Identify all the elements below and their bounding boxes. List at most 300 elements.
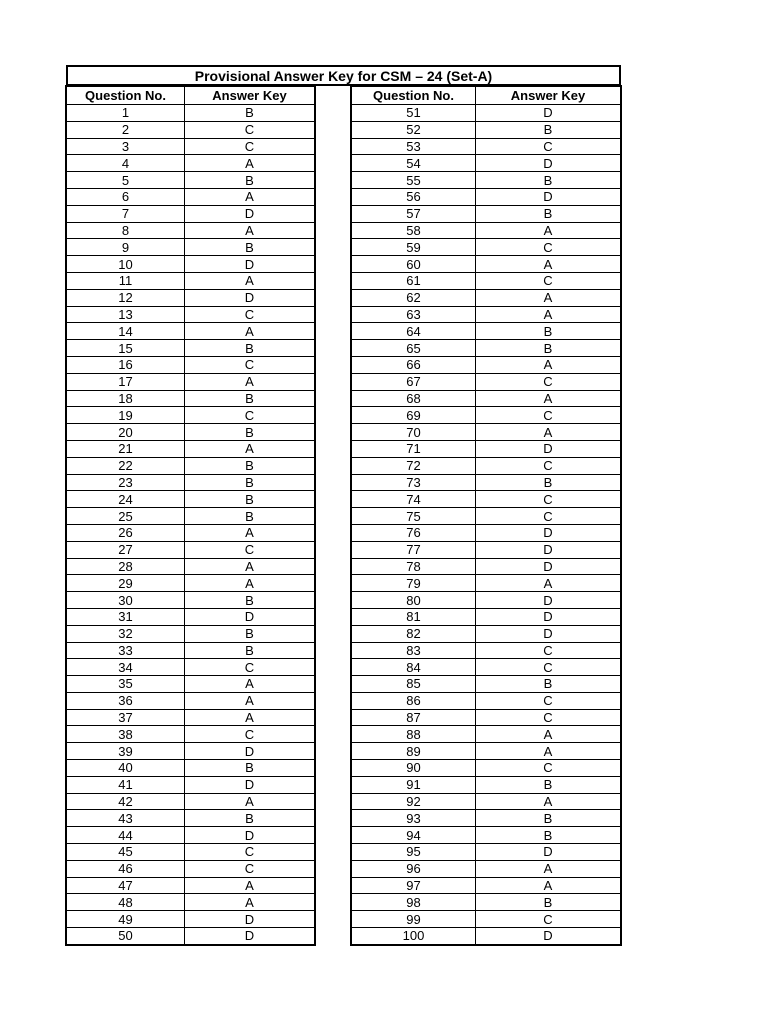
question-number-cell: 73 <box>352 474 476 491</box>
answer-cell: C <box>185 138 315 155</box>
table-row <box>67 709 315 726</box>
question-number-cell: 53 <box>352 138 476 155</box>
table-row <box>352 138 621 155</box>
answer-cell: A <box>185 877 315 894</box>
table-row <box>352 491 621 508</box>
question-number-cell: 58 <box>352 222 476 239</box>
answer-cell: A <box>476 390 621 407</box>
table-row <box>67 642 315 659</box>
table-row <box>352 575 621 592</box>
question-number-cell: 79 <box>352 575 476 592</box>
table-row <box>352 457 621 474</box>
table-row <box>352 608 621 625</box>
question-number-cell: 19 <box>67 407 185 424</box>
answer-cell: C <box>476 138 621 155</box>
answer-cell: A <box>185 793 315 810</box>
table-row <box>67 776 315 793</box>
answer-cell: A <box>185 188 315 205</box>
table-row <box>67 323 315 340</box>
table-row <box>67 121 315 138</box>
answer-cell: A <box>185 155 315 172</box>
question-number-cell: 66 <box>352 356 476 373</box>
sheet-title: Provisional Answer Key for CSM – 24 (Set-A) <box>66 65 621 86</box>
answer-cell: D <box>476 541 621 558</box>
question-number-cell: 51 <box>352 105 476 122</box>
question-number-cell: 12 <box>67 289 185 306</box>
question-number-cell: 55 <box>352 172 476 189</box>
answer-cell: D <box>185 776 315 793</box>
answer-cell: B <box>185 424 315 441</box>
answer-cell: B <box>185 592 315 609</box>
question-number-cell: 87 <box>352 709 476 726</box>
question-number-cell: 84 <box>352 659 476 676</box>
answer-key-header: Answer Key <box>476 87 621 105</box>
answer-cell: A <box>185 676 315 693</box>
question-number-cell: 94 <box>352 827 476 844</box>
answer-cell: D <box>476 105 621 122</box>
answer-cell: A <box>476 860 621 877</box>
table-row <box>67 172 315 189</box>
table-row <box>352 239 621 256</box>
question-number-cell: 3 <box>67 138 185 155</box>
table-row <box>352 642 621 659</box>
question-number-cell: 17 <box>67 373 185 390</box>
table-row <box>352 793 621 810</box>
question-number-cell: 76 <box>352 524 476 541</box>
answer-cell: A <box>476 256 621 273</box>
table-row <box>352 323 621 340</box>
question-number-cell: 97 <box>352 877 476 894</box>
answer-cell: D <box>476 440 621 457</box>
question-number-cell: 1 <box>67 105 185 122</box>
table-row <box>67 474 315 491</box>
answer-cell: A <box>185 692 315 709</box>
question-number-cell: 15 <box>67 340 185 357</box>
header-row <box>352 87 621 105</box>
question-number-cell: 37 <box>67 709 185 726</box>
question-number-cell: 4 <box>67 155 185 172</box>
answer-cell: A <box>185 894 315 911</box>
question-number-cell: 50 <box>67 928 185 945</box>
answer-cell: B <box>185 810 315 827</box>
question-number-cell: 47 <box>67 877 185 894</box>
table-row <box>67 340 315 357</box>
table-row <box>352 860 621 877</box>
answer-cell: C <box>476 272 621 289</box>
question-number-cell: 40 <box>67 760 185 777</box>
table-row <box>67 239 315 256</box>
question-number-cell: 43 <box>67 810 185 827</box>
table-row <box>352 776 621 793</box>
answer-cell: A <box>185 272 315 289</box>
answer-cell: B <box>185 642 315 659</box>
table-row <box>352 424 621 441</box>
answer-cell: C <box>185 541 315 558</box>
table-row <box>352 105 621 122</box>
question-number-cell: 80 <box>352 592 476 609</box>
answer-key-sheet <box>66 65 621 945</box>
answer-cell: C <box>476 911 621 928</box>
question-number-cell: 14 <box>67 323 185 340</box>
question-number-cell: 2 <box>67 121 185 138</box>
answer-cell: D <box>185 743 315 760</box>
table-row <box>352 524 621 541</box>
question-number-cell: 59 <box>352 239 476 256</box>
question-number-cell: 85 <box>352 676 476 693</box>
answer-cell: B <box>185 172 315 189</box>
table-row <box>67 390 315 407</box>
question-number-cell: 88 <box>352 726 476 743</box>
question-number-cell: 64 <box>352 323 476 340</box>
table-row <box>67 222 315 239</box>
answer-cell: D <box>476 558 621 575</box>
table-row <box>352 844 621 861</box>
table-row <box>352 356 621 373</box>
answer-rows-right <box>352 105 621 945</box>
question-number-cell: 92 <box>352 793 476 810</box>
table-row <box>352 928 621 945</box>
answer-cell: A <box>476 289 621 306</box>
table-row <box>67 356 315 373</box>
table-row <box>67 726 315 743</box>
table-row <box>352 760 621 777</box>
table-row <box>67 676 315 693</box>
answer-cell: D <box>476 592 621 609</box>
answer-cell: D <box>476 188 621 205</box>
answer-cell: D <box>185 928 315 945</box>
answer-cell: A <box>185 709 315 726</box>
answer-cell: B <box>476 121 621 138</box>
table-row <box>352 373 621 390</box>
table-row <box>67 877 315 894</box>
table-row <box>352 407 621 424</box>
question-number-cell: 69 <box>352 407 476 424</box>
table-row <box>352 692 621 709</box>
answer-table-right-block <box>351 86 621 945</box>
answer-cell: B <box>476 827 621 844</box>
question-number-cell: 10 <box>67 256 185 273</box>
question-number-cell: 86 <box>352 692 476 709</box>
table-row <box>67 911 315 928</box>
answer-cell: B <box>476 340 621 357</box>
answer-cell: D <box>476 608 621 625</box>
answer-cell: B <box>185 105 315 122</box>
table-row <box>67 440 315 457</box>
answer-cell: C <box>185 356 315 373</box>
table-row <box>67 844 315 861</box>
table-row <box>352 592 621 609</box>
table-row <box>67 760 315 777</box>
table-row <box>67 306 315 323</box>
table-row <box>352 894 621 911</box>
table-row <box>67 793 315 810</box>
question-number-cell: 22 <box>67 457 185 474</box>
question-number-cell: 24 <box>67 491 185 508</box>
table-row <box>352 625 621 642</box>
answer-cell: B <box>476 205 621 222</box>
answer-cell: C <box>476 491 621 508</box>
answer-cell: D <box>476 928 621 945</box>
question-number-cell: 27 <box>67 541 185 558</box>
question-number-cell: 36 <box>67 692 185 709</box>
question-number-cell: 21 <box>67 440 185 457</box>
answer-cell: A <box>476 306 621 323</box>
table-row <box>352 558 621 575</box>
table-row <box>67 659 315 676</box>
question-number-cell: 13 <box>67 306 185 323</box>
answer-cell: B <box>185 474 315 491</box>
table-row <box>352 743 621 760</box>
answer-cell: B <box>476 894 621 911</box>
question-number-cell: 44 <box>67 827 185 844</box>
answer-cell: D <box>185 205 315 222</box>
question-number-cell: 56 <box>352 188 476 205</box>
question-number-cell: 82 <box>352 625 476 642</box>
header-row <box>67 87 315 105</box>
table-row <box>352 256 621 273</box>
answer-cell: C <box>185 659 315 676</box>
answer-cell: C <box>476 373 621 390</box>
table-row <box>352 155 621 172</box>
question-number-cell: 46 <box>67 860 185 877</box>
answer-cell: C <box>476 407 621 424</box>
question-number-cell: 60 <box>352 256 476 273</box>
question-number-cell: 61 <box>352 272 476 289</box>
answer-cell: B <box>185 625 315 642</box>
answer-cell: C <box>185 407 315 424</box>
question-number-cell: 89 <box>352 743 476 760</box>
answer-cell: A <box>185 440 315 457</box>
table-row <box>67 860 315 877</box>
answer-cell: B <box>185 491 315 508</box>
table-row <box>352 877 621 894</box>
table-row <box>352 172 621 189</box>
answer-table-right <box>351 86 621 945</box>
answer-cell: B <box>476 172 621 189</box>
question-number-cell: 8 <box>67 222 185 239</box>
question-number-cell: 83 <box>352 642 476 659</box>
question-number-cell: 45 <box>67 844 185 861</box>
answer-cell: B <box>185 390 315 407</box>
answer-cell: D <box>185 289 315 306</box>
table-row <box>352 121 621 138</box>
answer-table-left-block <box>66 86 315 945</box>
question-number-cell: 100 <box>352 928 476 945</box>
table-row <box>352 726 621 743</box>
question-number-cell: 49 <box>67 911 185 928</box>
question-number-cell: 42 <box>67 793 185 810</box>
answer-cell: B <box>185 457 315 474</box>
question-number-cell: 23 <box>67 474 185 491</box>
question-number-cell: 91 <box>352 776 476 793</box>
question-number-cell: 52 <box>352 121 476 138</box>
question-number-cell: 11 <box>67 272 185 289</box>
question-number-cell: 75 <box>352 508 476 525</box>
question-number-cell: 38 <box>67 726 185 743</box>
question-number-cell: 78 <box>352 558 476 575</box>
answer-cell: A <box>185 558 315 575</box>
question-number-cell: 30 <box>67 592 185 609</box>
question-number-cell: 96 <box>352 860 476 877</box>
answer-cell: A <box>476 222 621 239</box>
table-row <box>67 407 315 424</box>
table-row <box>67 491 315 508</box>
answer-table-left <box>66 86 315 945</box>
answer-cell: B <box>185 239 315 256</box>
table-row <box>67 743 315 760</box>
question-number-cell: 34 <box>67 659 185 676</box>
answer-cell: C <box>185 121 315 138</box>
question-number-cell: 74 <box>352 491 476 508</box>
answer-cell: D <box>476 625 621 642</box>
answer-cell: A <box>476 424 621 441</box>
table-row <box>352 289 621 306</box>
question-number-cell: 81 <box>352 608 476 625</box>
answer-cell: C <box>476 709 621 726</box>
answer-cell: A <box>476 743 621 760</box>
answer-cell: B <box>185 760 315 777</box>
table-row <box>67 692 315 709</box>
answer-cell: D <box>476 155 621 172</box>
question-number-cell: 62 <box>352 289 476 306</box>
answer-cell: C <box>185 860 315 877</box>
question-number-cell: 20 <box>67 424 185 441</box>
table-row <box>352 222 621 239</box>
answer-cell: C <box>476 239 621 256</box>
answer-cell: C <box>476 508 621 525</box>
answer-cell: B <box>476 474 621 491</box>
answer-cell: A <box>185 524 315 541</box>
question-number-cell: 29 <box>67 575 185 592</box>
question-number-cell: 70 <box>352 424 476 441</box>
question-number-cell: 35 <box>67 676 185 693</box>
question-number-cell: 5 <box>67 172 185 189</box>
table-row <box>67 894 315 911</box>
answer-cell: C <box>185 306 315 323</box>
table-row <box>352 340 621 357</box>
question-number-cell: 16 <box>67 356 185 373</box>
answer-cell: C <box>476 760 621 777</box>
table-row <box>67 592 315 609</box>
question-number-cell: 68 <box>352 390 476 407</box>
table-row <box>352 676 621 693</box>
table-row <box>352 306 621 323</box>
table-row <box>352 541 621 558</box>
table-row <box>352 205 621 222</box>
table-row <box>67 188 315 205</box>
question-number-cell: 31 <box>67 608 185 625</box>
question-number-cell: 98 <box>352 894 476 911</box>
question-number-cell: 93 <box>352 810 476 827</box>
question-number-cell: 77 <box>352 541 476 558</box>
question-number-cell: 95 <box>352 844 476 861</box>
answer-cell: A <box>476 793 621 810</box>
question-number-cell: 48 <box>67 894 185 911</box>
question-number-cell: 99 <box>352 911 476 928</box>
answer-cell: A <box>476 726 621 743</box>
answer-cell: A <box>476 877 621 894</box>
table-row <box>67 575 315 592</box>
answer-cell: D <box>185 608 315 625</box>
answer-cell: B <box>476 776 621 793</box>
question-number-cell: 90 <box>352 760 476 777</box>
answer-cell: C <box>185 726 315 743</box>
table-row <box>67 558 315 575</box>
table-row <box>67 138 315 155</box>
question-number-cell: 7 <box>67 205 185 222</box>
table-row <box>67 289 315 306</box>
table-row <box>352 810 621 827</box>
answer-cell: D <box>185 827 315 844</box>
answer-cell: C <box>476 692 621 709</box>
table-row <box>67 457 315 474</box>
answer-cell: A <box>185 323 315 340</box>
table-row <box>67 827 315 844</box>
table-row <box>352 390 621 407</box>
table-row <box>67 541 315 558</box>
table-row <box>352 827 621 844</box>
question-number-cell: 71 <box>352 440 476 457</box>
table-row <box>67 105 315 122</box>
question-number-cell: 54 <box>352 155 476 172</box>
table-row <box>67 424 315 441</box>
question-number-cell: 67 <box>352 373 476 390</box>
table-row <box>352 474 621 491</box>
question-number-cell: 26 <box>67 524 185 541</box>
answer-cell: B <box>476 676 621 693</box>
table-row <box>67 256 315 273</box>
answer-cell: C <box>476 457 621 474</box>
table-row <box>67 205 315 222</box>
answer-cell: A <box>476 575 621 592</box>
question-number-cell: 57 <box>352 205 476 222</box>
question-number-cell: 25 <box>67 508 185 525</box>
table-row <box>67 524 315 541</box>
question-number-cell: 33 <box>67 642 185 659</box>
question-number-cell: 28 <box>67 558 185 575</box>
table-row <box>67 608 315 625</box>
question-number-cell: 9 <box>67 239 185 256</box>
question-number-cell: 6 <box>67 188 185 205</box>
answer-cell: A <box>185 575 315 592</box>
answer-cell: A <box>185 222 315 239</box>
question-number-cell: 32 <box>67 625 185 642</box>
answer-cell: C <box>185 844 315 861</box>
table-row <box>67 625 315 642</box>
answer-cell: A <box>185 373 315 390</box>
table-row <box>67 810 315 827</box>
answer-cell: B <box>476 810 621 827</box>
answer-cell: C <box>476 659 621 676</box>
table-row <box>352 440 621 457</box>
question-number-cell: 18 <box>67 390 185 407</box>
table-row <box>67 508 315 525</box>
question-number-cell: 72 <box>352 457 476 474</box>
answer-cell: B <box>185 340 315 357</box>
question-no-header: Question No. <box>352 87 476 105</box>
answer-cell: B <box>476 323 621 340</box>
answer-cell: D <box>476 844 621 861</box>
question-number-cell: 63 <box>352 306 476 323</box>
table-row <box>67 155 315 172</box>
answer-cell: C <box>476 642 621 659</box>
table-row <box>352 508 621 525</box>
table-row <box>67 373 315 390</box>
table-row <box>352 911 621 928</box>
table-row <box>352 272 621 289</box>
table-row <box>352 659 621 676</box>
answer-cell: D <box>476 524 621 541</box>
